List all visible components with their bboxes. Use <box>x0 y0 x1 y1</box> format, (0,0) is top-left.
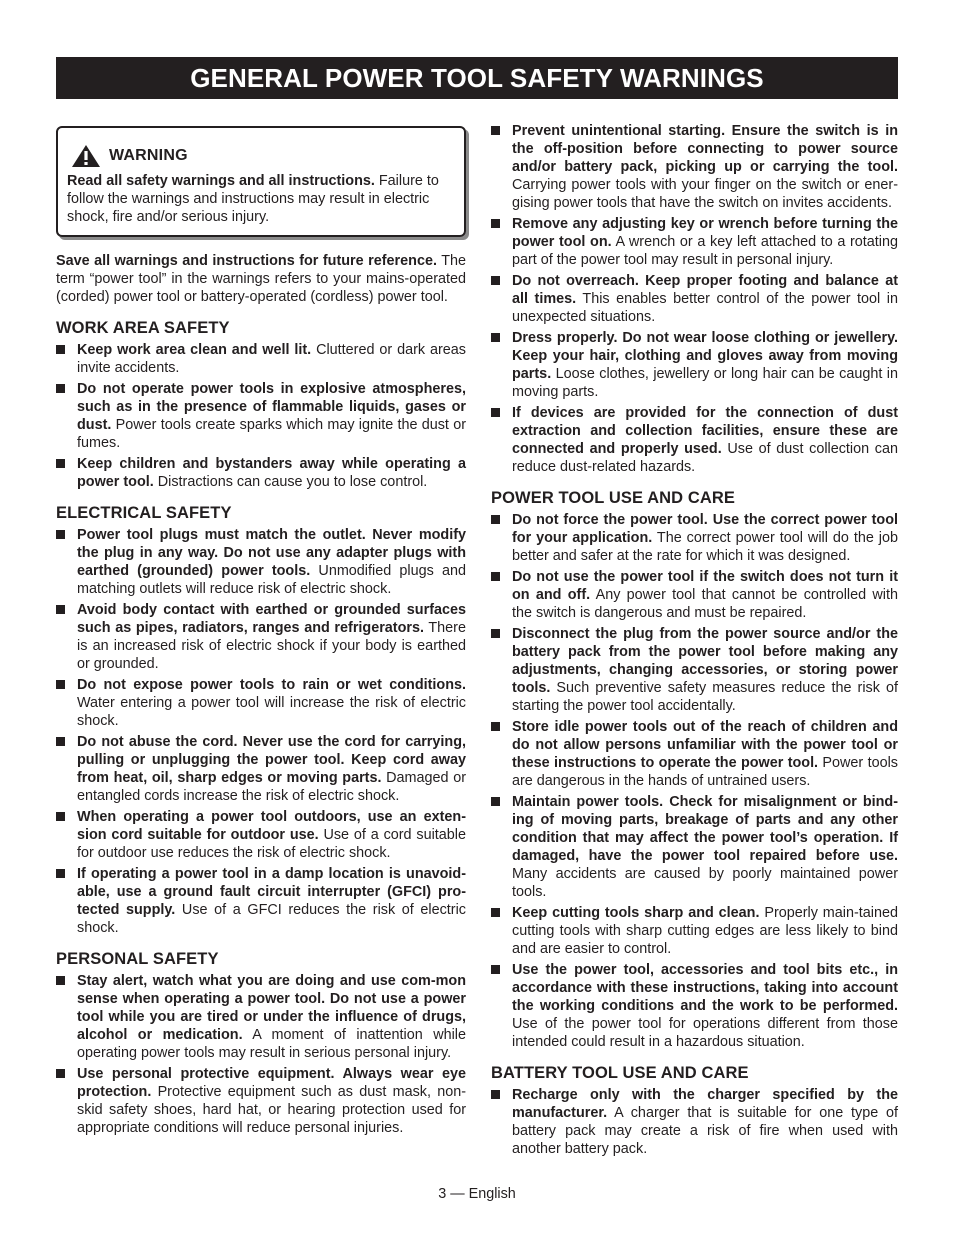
personal-section <box>56 949 466 1137</box>
list-item: Store idle power tools out of the reach of children and do not allow persons unfamiliar with the power tool or these instructions to operate the power tool. Power tools are dangerous in the hands of untrained users. <box>491 718 898 790</box>
warning-triangle-icon <box>71 144 101 168</box>
section-heading: BATTERY TOOL USE AND CARE <box>491 1064 749 1082</box>
list-item: Keep cutting tools sharp and clean. Properly main-tained cutting tools with sharp cutting edges are less likely to bind and are easier to control. <box>491 904 898 958</box>
list-item: Recharge only with the charger specified by the manufacturer. A charger that is suitable for one type of battery pack may create a risk of fire when used with another battery pack. <box>491 1086 898 1158</box>
warning-header <box>71 144 455 168</box>
right-column <box>491 122 898 1161</box>
list-item: Do not operate power tools in explosive atmospheres, such as in the presence of flammable liquids, gases or dust. Power tools create sparks which may ignite the dust or fumes. <box>56 380 466 452</box>
list-item: Maintain power tools. Check for misalignment or bind-ing of moving parts, breakage of parts and any other condition that may affect the power tool’s operation. If damaged, have the power tool repaired before use. Many accidents are caused by poorly maintained power tools. <box>491 793 898 901</box>
list-item: Remove any adjusting key or wrench before turning the power tool on. A wrench or a key left attached to a rotating part of the power tool may result in personal injury. <box>491 215 898 269</box>
personal-section-continued <box>491 122 898 476</box>
power-tool-use-section <box>491 488 898 1051</box>
page-footer: 3 — English <box>438 1186 516 1202</box>
warning-heading: WARNING <box>109 147 188 164</box>
battery-tool-section <box>491 1063 898 1158</box>
list-item: Disconnect the plug from the power source and/or the battery pack from the power tool before making any adjustments, changing accessories, or storing power tools. Such preventive safety measures reduce the risk of starting the power tool accidentally. <box>491 625 898 715</box>
list-item: Stay alert, watch what you are doing and use com-mon sense when operating a power tool. Do not use a power tool while you are tired or under the influence of drugs, alcohol or medication. A moment of inattention while operating power tools may result in serious personal injury. <box>56 972 466 1062</box>
section-heading: POWER TOOL USE AND CARE <box>491 489 736 507</box>
list-item: Use personal protective equipment. Always wear eye protection. Protective equipment such as dust mask, non-skid safety shoes, hard hat, or hearing protection used for appropriate conditions will reduce personal injuries. <box>56 1065 466 1137</box>
intro-paragraph: Save all warnings and instructions for future reference. The term “power tool” in the warnings refers to your mains-operated (corded) power tool or battery-operated (cordless) power tool. <box>56 253 466 305</box>
list-item: Keep children and bystanders away while operating a power tool. Distractions can cause you to lose control. <box>56 455 466 491</box>
list-item: Do not abuse the cord. Never use the cord for carrying, pulling or unplugging the power tool. Keep cord away from heat, oil, sharp edges or moving parts. Damaged or entangled cords increase the risk of electric shock. <box>56 733 466 805</box>
warning-text: Read all safety warnings and all instructions. Failure to follow the warnings and instructions may result in electric shock, fire and/or serious injury. <box>67 173 439 225</box>
list-item: Keep work area clean and well lit. Cluttered or dark areas invite accidents. <box>56 341 466 377</box>
list-item: If operating a power tool in a damp location is unavoid-able, use a ground fault circuit interrupter (GFCI) pro-tected supply. Use of a GFCI reduces the risk of electric shock. <box>56 865 466 937</box>
list-item: Power tool plugs must match the outlet. Never modify the plug in any way. Do not use any adapter plugs with earthed (grounded) power tools. Unmodified plugs and matching outlets will reduce risk of electric shock. <box>56 526 466 598</box>
list-item: Do not force the power tool. Use the correct power tool for your application. The correct power tool will do the job better and safer at the rate for which it was designed. <box>491 511 898 565</box>
section-heading: PERSONAL SAFETY <box>56 950 219 968</box>
section-heading: ELECTRICAL SAFETY <box>56 504 232 522</box>
list-item: Avoid body contact with earthed or grounded surfaces such as pipes, radiators, ranges and refrigerators. There is an increased risk of electric shock if your body is earthed or grounded. <box>56 601 466 673</box>
section-heading: WORK AREA SAFETY <box>56 319 230 337</box>
list-item: Do not overreach. Keep proper footing and balance at all times. This enables better control of the power tool in unexpected situations. <box>491 272 898 326</box>
work-area-section <box>56 318 466 491</box>
electrical-section <box>56 503 466 937</box>
list-item: Prevent unintentional starting. Ensure the switch is in the off-position before connecting to power source and/or battery pack, picking up or carrying the tool. Carrying power tools with your finger on the switch or ener-gising power tools that have the switch on invites accidents. <box>491 122 898 212</box>
warning-box <box>56 126 466 237</box>
page-title: GENERAL POWER TOOL SAFETY WARNINGS <box>56 57 898 99</box>
list-item: Use the power tool, accessories and tool bits etc., in accordance with these instructions, taking into account the working conditions and the work to be performed. Use of the power tool for operations different from those intended could result in a hazardous situation. <box>491 961 898 1051</box>
list-item: Do not use the power tool if the switch does not turn it on and off. Any power tool that cannot be controlled with the switch is dangerous and must be repaired. <box>491 568 898 622</box>
left-column <box>56 122 466 1140</box>
list-item: Dress properly. Do not wear loose clothing or jewellery. Keep your hair, clothing and gloves away from moving parts. Loose clothes, jewellery or long hair can be caught in moving parts. <box>491 329 898 401</box>
list-item: When operating a power tool outdoors, use an exten-sion cord suitable for outdoor use. Use of a cord suitable for outdoor use reduces the risk of electric shock. <box>56 808 466 862</box>
list-item: Do not expose power tools to rain or wet conditions. Water entering a power tool will increase the risk of electric shock. <box>56 676 466 730</box>
list-item: If devices are provided for the connection of dust extraction and collection facilities, ensure these are connected and properly used. Use of dust collection can reduce dust-related hazards. <box>491 404 898 476</box>
